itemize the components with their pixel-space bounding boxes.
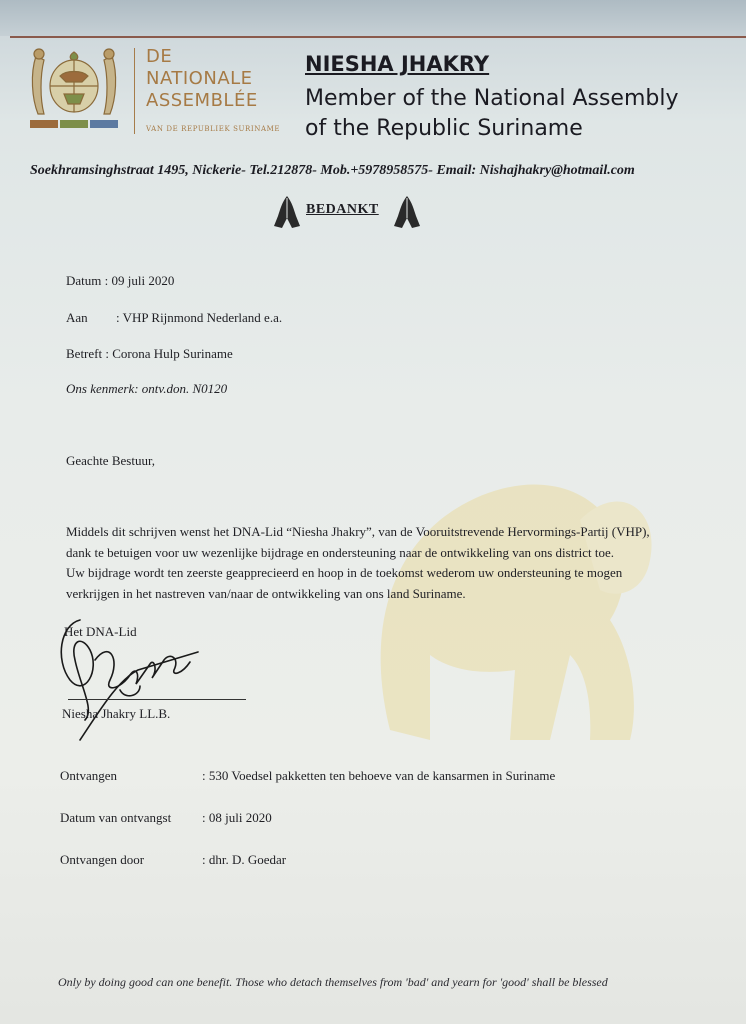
org-name [146,46,258,112]
praying-hands-icon [392,194,422,230]
page-top-shadow [0,0,746,36]
handwritten-signature [40,600,260,760]
role-line-2: of the Republic Suriname [305,116,583,141]
title-block [272,194,422,234]
org-line-1: DE [146,46,173,67]
closing: Het DNA-Lid [64,624,137,639]
member-name: NIESHA JHAKRY [305,52,490,76]
meta-datum [66,273,174,289]
betreft-value: : Corona Hulp Suriname [105,346,233,361]
footer-motto: Only by doing good can one benefit. Those who detach themselves from 'bad' and yearn for 'good' shall be blessed [58,975,608,989]
letter-body [66,522,726,604]
body-line: verkrijgen in het nastreven van/naar de ontwikkeling van ons land Suriname. [66,585,466,601]
title-bedankt: BEDANKT [306,202,379,217]
member-role [305,84,678,144]
body-line: dank te betuigen voor uw wezenlijke bijdrage en ondersteuning naar de ontwikkeling van ons district toe. [66,544,615,560]
receipt-ontvangen-label: Ontvangen [60,768,118,783]
receipt-door-value: : dhr. D. Goedar [202,852,287,867]
datum-value: : 09 juli 2020 [104,273,175,288]
header-top-rule [10,36,746,38]
receipt-ontvangen-value: : 530 Voedsel pakketten ten behoeve van de kansarmen in Suriname [202,768,556,783]
receipt-datum-label: Datum van ontvangst [60,810,172,825]
salutation: Geachte Bestuur, [66,453,156,468]
org-line-2: NATIONALE [146,68,253,89]
org-line-3: ASSEMBLÉE [146,90,258,111]
receipt-datum-value: : 08 juli 2020 [202,810,272,825]
org-subtitle: VAN DE REPUBLIEK SURINAME [146,125,281,133]
datum-label: Datum [66,273,102,288]
body-line: Uw bijdrage wordt ten zeerste geapprecieerd en hoop in de toekomst wederom uw ondersteuning te mogen [66,565,623,580]
contact-line: Soekhramsinghstraat 1495, Nickerie- Tel.212878- Mob.+5978958575- Email: Nishajhakry@hotmail.com [30,163,635,178]
emblem-divider [134,48,135,134]
signatory-name: Niesha Jhakry LL.B. [62,706,171,721]
receipt-door-label: Ontvangen door [60,852,145,867]
aan-label: Aan [66,310,88,325]
reference-number: Ons kenmerk: ontv.don. N0120 [66,381,228,396]
praying-hands-icon [272,194,302,230]
betreft-label: Betreft [66,346,103,361]
meta-aan [66,310,282,326]
role-line-1: Member of the National Assembly [305,86,679,111]
meta-betreft [66,346,233,362]
suriname-coat-of-arms-icon [24,44,124,136]
signature-line [68,699,246,700]
aan-value: : VHP Rijnmond Nederland e.a. [116,310,283,325]
body-line: Middels dit schrijven wenst het DNA-Lid “Niesha Jhakry”, van de Vooruitstrevende Hervormings-Partij (VHP), [66,524,650,539]
